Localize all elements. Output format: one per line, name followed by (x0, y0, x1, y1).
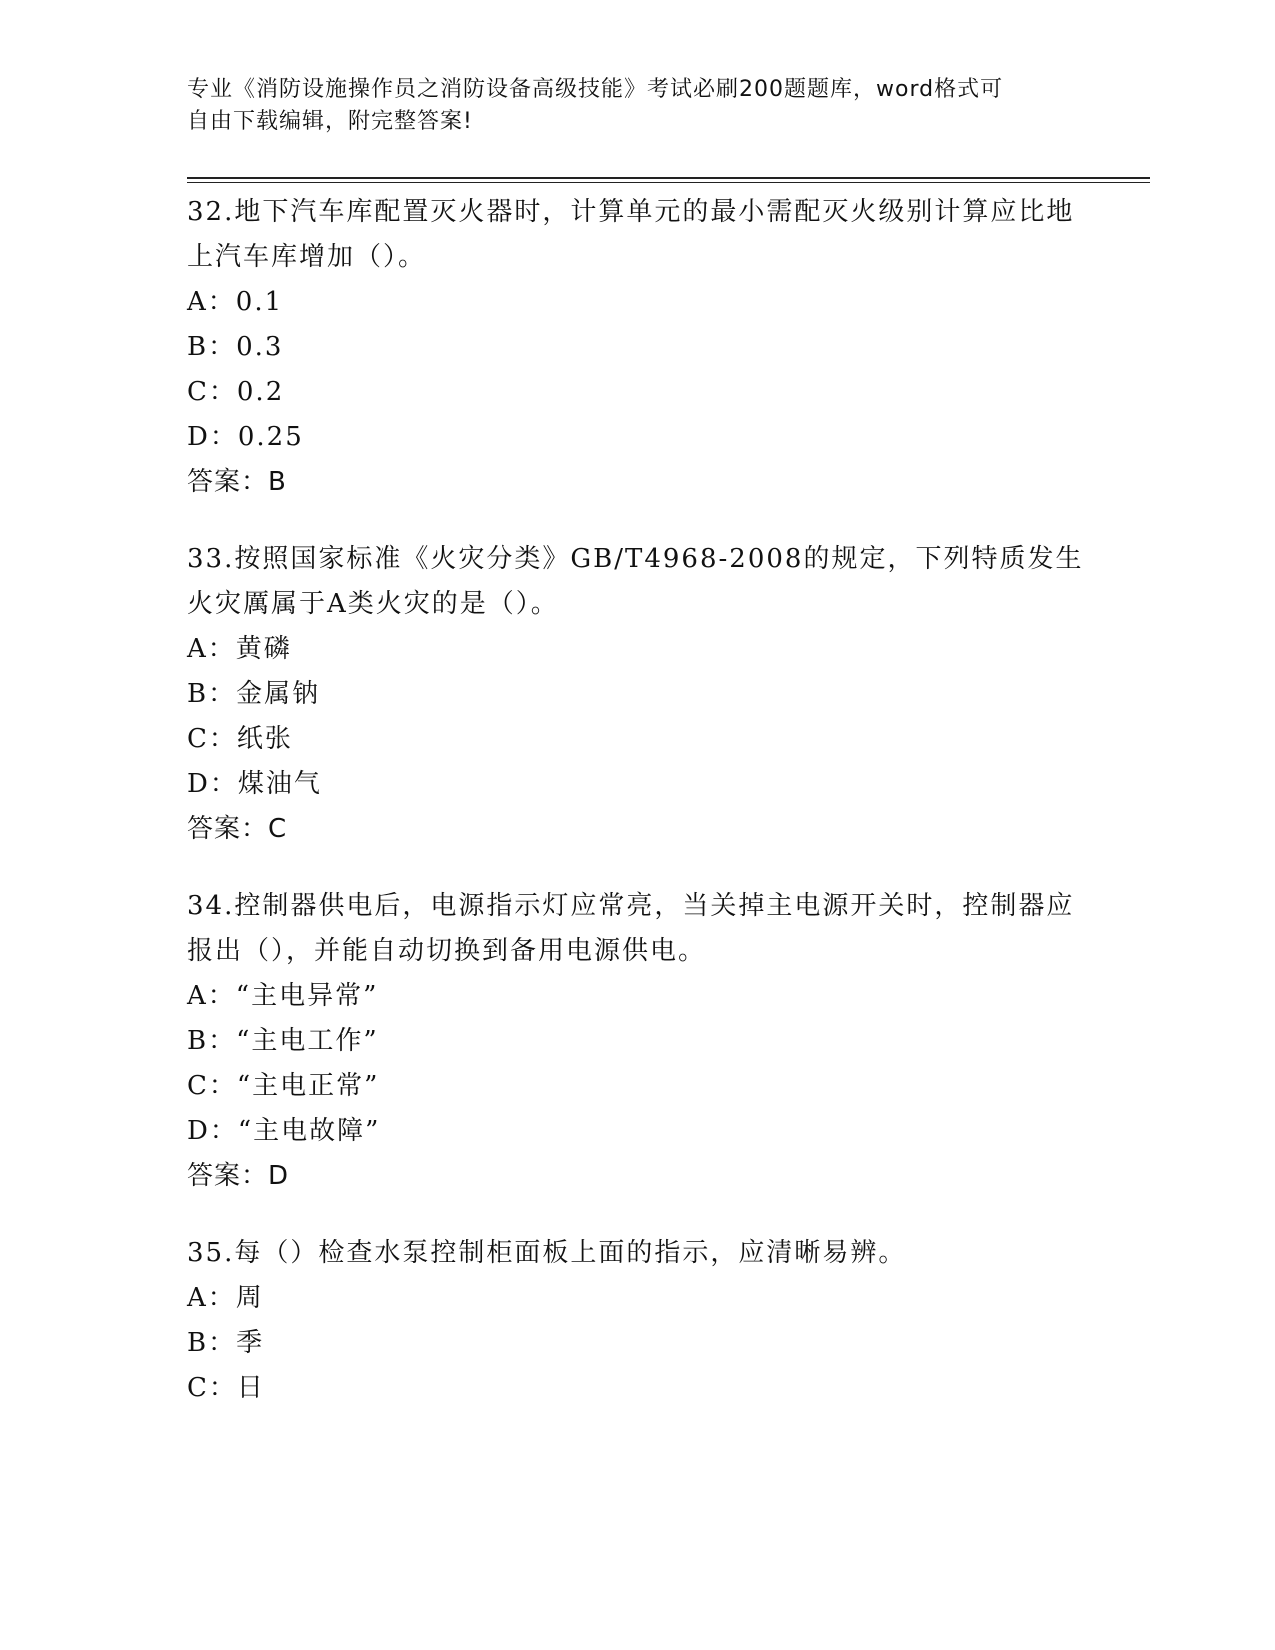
header-divider-thick (187, 177, 1150, 179)
question-33 (187, 537, 1087, 852)
answer: 答案：D (187, 1161, 290, 1191)
option-d: D：“主电故障” (187, 1116, 381, 1146)
option-b: B：季 (187, 1328, 265, 1358)
option-b: B：“主电工作” (187, 1026, 379, 1056)
option-d: D：煤油气 (187, 769, 322, 799)
header-divider-thin (187, 182, 1150, 183)
option-c: C：0.2 (187, 377, 285, 407)
header-line-1: 专业《消防设施操作员之消防设备高级技能》考试必刷200题题库，word格式可 (187, 77, 1004, 102)
option-d: D：0.25 (187, 422, 304, 452)
question-text: 35.每（）检查水泵控制柜面板上面的指示，应清晰易辨。 (187, 1238, 907, 1268)
option-a: A：“主电异常” (187, 981, 379, 1011)
header-line-2: 自由下载编辑，附完整答案! (187, 109, 473, 134)
answer: 答案：B (187, 467, 287, 497)
answer: 答案：C (187, 814, 288, 844)
option-b: B：金属钠 (187, 679, 321, 709)
question-text: 34.控制器供电后，电源指示灯应常亮，当关掉主电源开关时，控制器应报出（），并能自动切换到备用电源供电。 (187, 891, 1075, 966)
question-32 (187, 190, 1087, 505)
option-c: C：“主电正常” (187, 1071, 380, 1101)
document-header (187, 74, 1067, 138)
question-35 (187, 1231, 1087, 1411)
question-list (187, 190, 1087, 1443)
option-a: A：0.1 (187, 287, 284, 317)
option-c: C：日 (187, 1373, 265, 1403)
option-a: A：周 (187, 1283, 264, 1313)
question-text: 32.地下汽车库配置灭火器时，计算单元的最小需配灭火级别计算应比地上汽车库增加（）。 (187, 197, 1075, 272)
question-34 (187, 884, 1087, 1199)
option-c: C：纸张 (187, 724, 293, 754)
question-text: 33.按照国家标准《火灾分类》GB/T4968-2008的规定，下列特质发生火灾厲属于A类火灾的是（）。 (187, 544, 1084, 619)
option-a: A：黄磷 (187, 634, 292, 664)
option-b: B：0.3 (187, 332, 284, 362)
